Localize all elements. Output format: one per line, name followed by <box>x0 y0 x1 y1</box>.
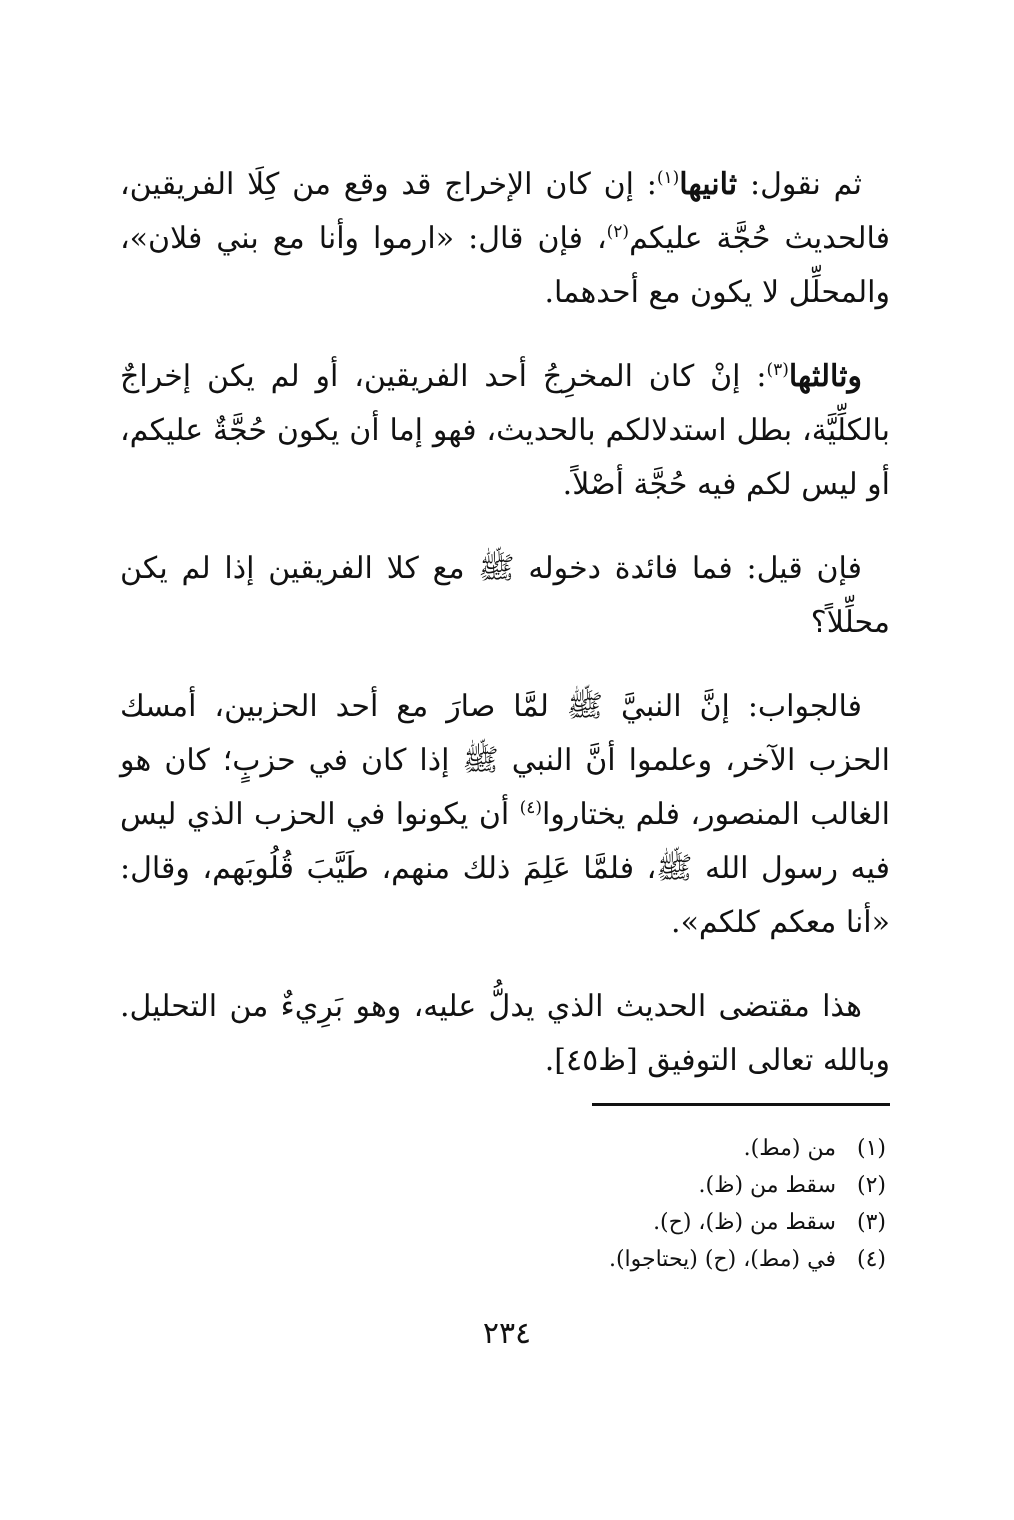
main-text <box>120 158 890 1118</box>
footnote-number: (١) <box>856 1136 886 1161</box>
paragraph-text: ، فإن قال: «ارموا وأنا مع بني فلان»، والمحلِّل لا يكون مع أحدهما. <box>120 221 890 310</box>
paragraph-5 <box>120 980 890 1088</box>
footnote-marker: (١) <box>656 168 680 188</box>
paragraph-text: فإن قيل: فما فائدة دخوله ﷺ مع كلا الفريقين إذا لم يكن محلِّلاً؟ <box>120 551 890 640</box>
footnote-divider <box>592 1103 890 1106</box>
footnote-marker: (٣) <box>766 360 789 380</box>
paragraph-4 <box>120 680 890 950</box>
paragraph-text: : إنْ كان المخرِجُ أحد الفريقين، أو لم يكن إخراجٌ بالكلِّيَّة، بطل استدلالكم بالحديث، فهو إما أن يكون حُجَّةٌ عليكم، أو ليس لكم فيه حُجَّة أصْلاً. <box>120 359 890 502</box>
paragraph-text: فالجواب: إنَّ النبيَّ ﷺ لمَّا صارَ مع أحد الحزبين، أمسك الحزب الآخر، وعلموا أنَّ النبي ﷺ إذا كان في حزبٍ؛ كان هو الغالب المنصور، فلم يختاروا <box>120 689 890 832</box>
paragraph-text: أن يكونوا في الحزب الذي ليس فيه رسول الله ﷺ، فلمَّا عَلِمَ ذلك منهم، طَيَّبَ قُلُوبَهم، وقال: «أنا معكم كلكم». <box>120 797 890 940</box>
footnote-marker: (٤) <box>519 798 543 818</box>
footnote-number: (٣) <box>856 1210 886 1235</box>
footnote-text: من (مط). <box>743 1136 836 1161</box>
paragraph-3 <box>120 542 890 650</box>
paragraph-text: هذا مقتضى الحديث الذي يدلُّ عليه، وهو بَرِيءٌ من التحليل. وبالله تعالى التوفيق [ظ٤٥]. <box>120 989 890 1078</box>
footnote-text: سقط من (ظ)، (ح). <box>653 1210 836 1235</box>
paragraph-lead: ثم نقول: <box>737 167 862 202</box>
footnotes <box>286 1130 886 1278</box>
footnote-number: (٤) <box>856 1247 886 1272</box>
bold-term: ثانيها <box>679 167 738 202</box>
footnote-text: في (مط)، (ح) (يحتاجوا). <box>608 1247 836 1272</box>
footnote-item <box>286 1130 886 1167</box>
paragraph-1 <box>120 158 890 320</box>
footnote-marker: (٢) <box>606 222 630 242</box>
footnote-text: سقط من (ظ). <box>698 1173 836 1198</box>
footnote-item <box>286 1167 886 1204</box>
footnote-number: (٢) <box>856 1173 886 1198</box>
page-number: ٢٣٤ <box>482 1316 532 1351</box>
paragraph-text: : إن كان الإخراج قد وقع من كِلَا الفريقين، فالحديث حُجَّة عليكم <box>120 167 890 256</box>
paragraph-2 <box>120 350 890 512</box>
footnote-item <box>286 1241 886 1278</box>
bold-term: وثالثها <box>788 359 862 394</box>
footnote-item <box>286 1204 886 1241</box>
